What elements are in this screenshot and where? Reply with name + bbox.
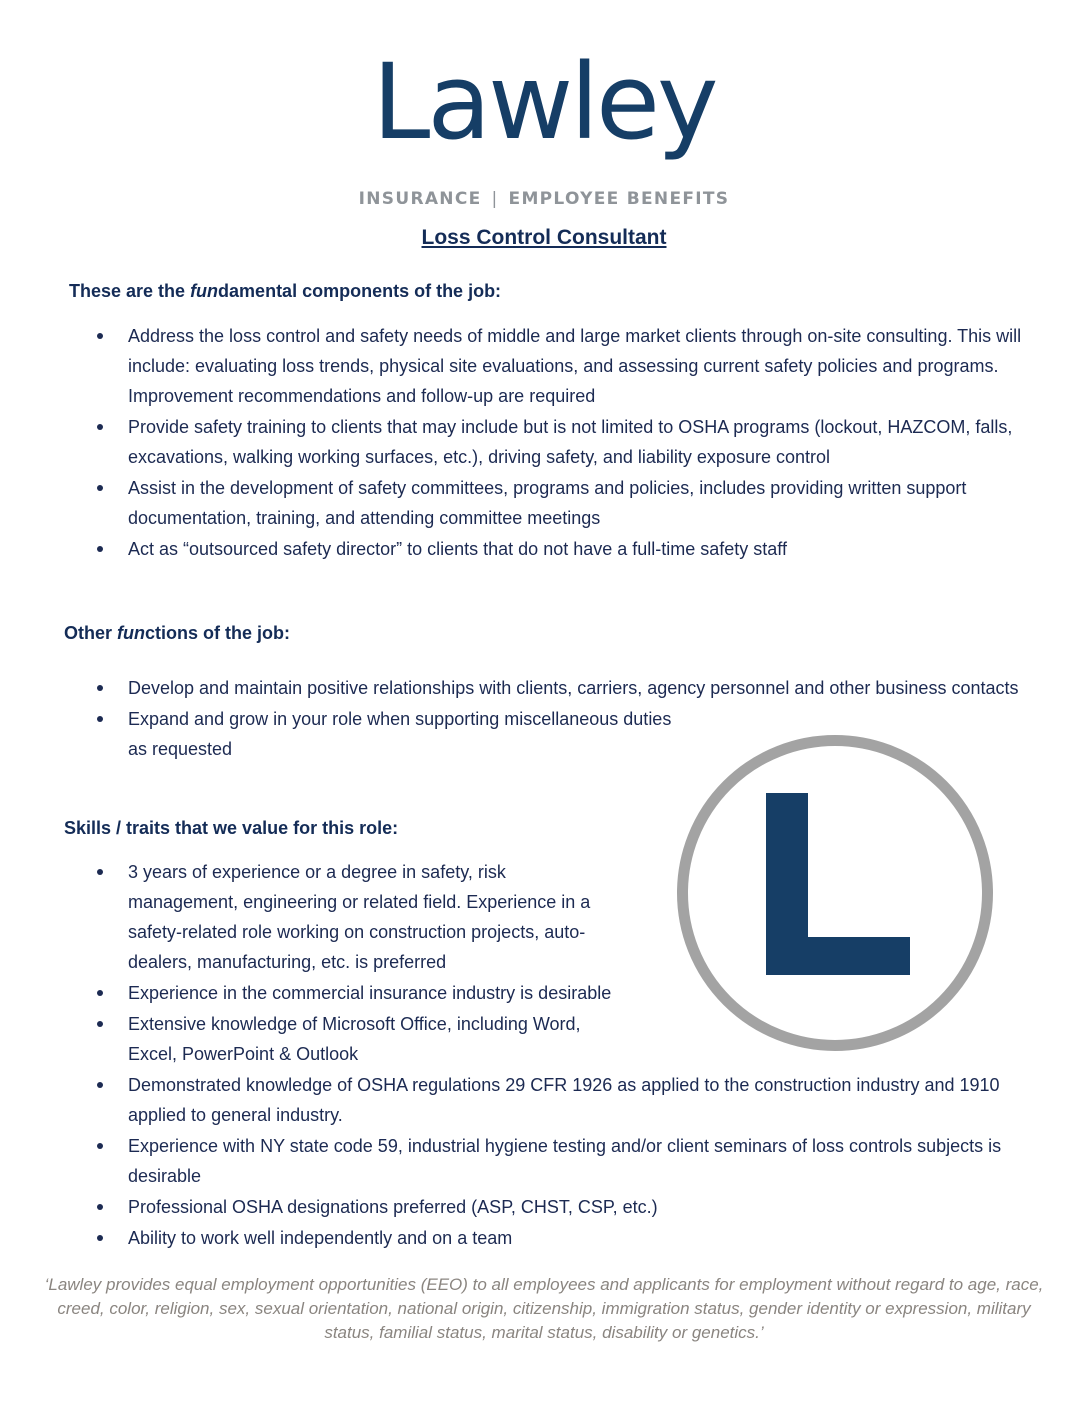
list-item: Assist in the development of safety committees, programs and policies, includes providing written support documentation, training, and attending committee meetings: [64, 473, 1034, 533]
fundamental-heading-em: fun: [190, 281, 219, 301]
list-item: Ability to work well independently and on a team: [64, 1223, 1034, 1253]
list-item: Act as “outsourced safety director” to clients that do not have a full-time safety staff: [64, 534, 1034, 564]
other-heading-em: fun: [117, 623, 145, 643]
other-functions-heading: [64, 623, 290, 644]
logo-l-horizontal-stroke: [766, 937, 910, 975]
list-item: Address the loss control and safety needs of middle and large market clients through on-site consulting. This will include: evaluating loss trends, physical site evaluations, and assessing current safety policies and programs. Improvement recommendations and follow-up are required: [64, 321, 1034, 411]
list-item: Expand and grow in your role when supporting miscellaneous duties as requested: [64, 704, 678, 764]
other-heading-pre: Other: [64, 623, 118, 643]
skills-heading: Skills / traits that we value for this role:: [64, 818, 399, 838]
list-item: Experience in the commercial insurance industry is desirable: [64, 978, 688, 1008]
fundamental-list: [64, 321, 1034, 565]
logo-tagline: [0, 189, 1088, 209]
tagline-employee-benefits: EMPLOYEE BENEFITS: [508, 189, 730, 209]
list-item: 3 years of experience or a degree in safety, risk management, engineering or related field. Experience in a safety-related role working on construction projects, auto-dealers, manufacturing, etc. is preferred: [64, 857, 608, 977]
tagline-separator: |: [491, 189, 499, 209]
list-item: Experience with NY state code 59, industrial hygiene testing and/or client seminars of loss controls subjects is desirable: [64, 1131, 1034, 1191]
list-item: Demonstrated knowledge of OSHA regulations 29 CFR 1926 as applied to the construction industry and 1910 applied to general industry.: [64, 1070, 1034, 1130]
fundamental-heading: [69, 281, 501, 302]
list-item: Develop and maintain positive relationships with clients, carriers, agency personnel and other business contacts: [64, 673, 1034, 703]
list-item: Extensive knowledge of Microsoft Office, including Word, Excel, PowerPoint & Outlook: [64, 1009, 628, 1069]
job-title: Loss Control Consultant: [421, 226, 667, 249]
fundamental-heading-post: damental components of the job:: [218, 281, 502, 301]
lawley-logo-wordmark: Lawley: [372, 41, 716, 163]
lawley-circle-logo: [677, 735, 993, 1051]
fundamental-heading-pre: These are the: [69, 281, 191, 301]
list-item: Professional OSHA designations preferred (ASP, CHST, CSP, etc.): [64, 1192, 1034, 1222]
other-heading-post: ctions of the job:: [145, 623, 290, 643]
tagline-insurance: INSURANCE: [358, 189, 482, 209]
eeo-statement: ‘Lawley provides equal employment opportunities (EEO) to all employees and applicants for employment without regard to age, race, creed, color, religion, sex, sexual orientation, national origin, citizenship, immigration status, gender identity or expression, military status, familial status, marital status, disability or genetics.’: [44, 1275, 1044, 1342]
list-item: Provide safety training to clients that may include but is not limited to OSHA programs (lockout, HAZCOM, falls, excavations, walking working surfaces, etc.), driving safety, and liability exposure control: [64, 412, 1034, 472]
